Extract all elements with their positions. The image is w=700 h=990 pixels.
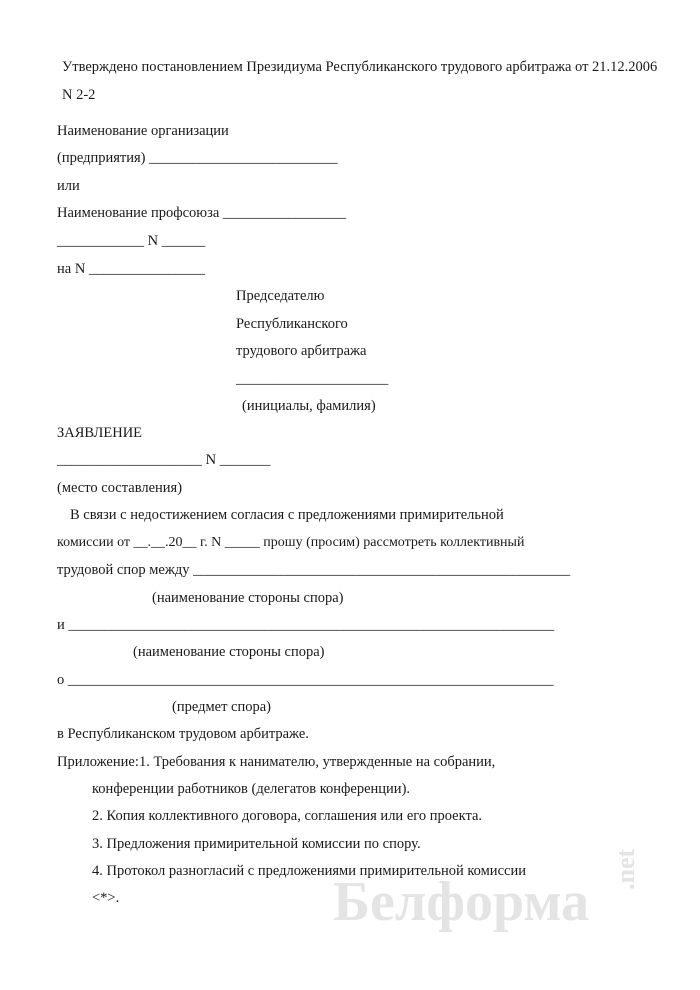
attachment-item-2: 2. Копия коллективного договора, соглашения или его проекта. — [92, 808, 483, 824]
watermark-domain: .net — [611, 848, 640, 890]
attachment-item-4-note: <*>. — [92, 890, 120, 906]
place-number-field: ____________________ N _______ — [57, 452, 271, 468]
or-label: или — [57, 178, 80, 194]
union-name-field: Наименование профсоюза _________________ — [57, 205, 347, 221]
body-line-1: В связи с недостижением согласия с предложениями примирительной — [70, 507, 504, 523]
outgoing-number-field: ____________ N ______ — [57, 233, 206, 249]
party-caption-1: (наименование стороны спора) — [152, 590, 344, 606]
org-name-label: Наименование организации — [57, 123, 229, 139]
document-title: ЗАЯВЛЕНИЕ — [57, 425, 143, 441]
subject-caption: (предмет спора) — [172, 699, 271, 715]
reply-number-field: на N ________________ — [57, 261, 205, 277]
addressee-initials-caption: (инициалы, фамилия) — [242, 398, 376, 414]
watermark-brand: Белформа — [333, 871, 590, 933]
body-line-3: трудовой спор между ____________________________________________________ — [57, 562, 571, 578]
attachment-item-1-cont: конференции работников (делегатов конференции). — [92, 781, 411, 797]
attachment-item-1: 1. Требования к нанимателю, утвержденные на собрании, — [139, 754, 496, 770]
attachment-item-3: 3. Предложения примирительной комиссии по спору. — [92, 836, 421, 852]
addressee-line-1: Председателю — [236, 288, 325, 304]
body-line-2: комиссии от __.__.20__ г. N _____ прошу (просим) рассмотреть коллективный — [57, 535, 525, 550]
addressee-name-blank: _____________________ — [236, 371, 389, 387]
attachment-item-4: 4. Протокол разногласий с предложениями примирительной комиссии — [92, 863, 526, 879]
org-name-field: (предприятия) __________________________ — [57, 150, 338, 166]
subject-line: о ___________________________________________________________________ — [57, 672, 554, 688]
addressee-line-3: трудового арбитража — [236, 343, 367, 359]
place-caption: (место составления) — [57, 480, 183, 496]
addressee-line-2: Республиканского — [236, 316, 348, 332]
arbitration-line: в Республиканском трудовом арбитраже. — [57, 726, 309, 742]
party-caption-2: (наименование стороны спора) — [133, 644, 325, 660]
approval-note: Утверждено постановлением Президиума Республиканского трудового арбитража от 21.12.2006 N 2-2 — [62, 59, 658, 103]
attachments-label: Приложение: — [57, 754, 139, 770]
and-party-line: и ___________________________________________________________________ — [57, 617, 555, 633]
